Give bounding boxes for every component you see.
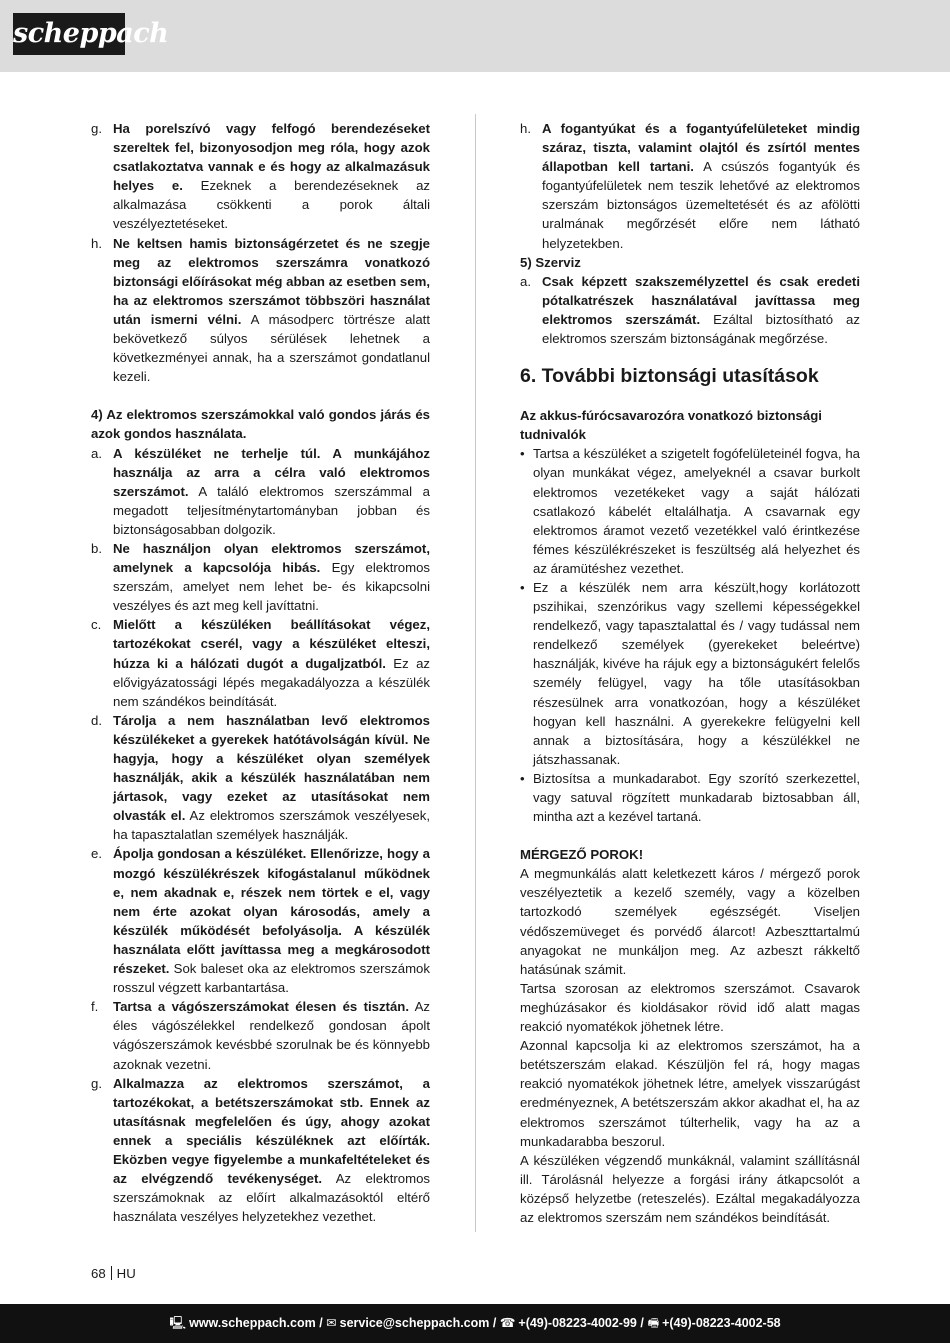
website-link[interactable]: www.scheppach.com <box>189 1316 316 1330</box>
bullet-item: • Ez a készülék nem arra készült,hogy korlátozott pszihikai, szenzórikus vagy szellemi képességekkel rendelkező, vagy tapasztalattal és / vagy tudással nem rendelkező személyek (gyerekeket beleértve) használják, kivéve ha rájuk egy a biztonságukért felelős személy felügyel, vagy ha tőle utasításokban részesülnek arra vonatkozóan, hogy a készüléket hogyan kell használni. A gyerekekre felügyelni kell annak a biztosítására, hogy a készülékkel ne játszhassanak. <box>520 579 860 767</box>
left-column <box>91 119 430 1226</box>
paragraph: A megmunkálás alatt keletkezett káros / mérgező porok veszélyeztetik a kezelő személy, vagy a közelben tartozkodó személyek egészségét. Viseljen védőszemüveget és porvédő álarcot! Azbeszttartalmú anyagokat ne munkáljon meg. Az azbeszt rákkeltő hatásúnak számit. <box>520 866 860 977</box>
right-column <box>520 119 860 1227</box>
phone-icon: ☎ <box>499 1316 516 1330</box>
list-item-b: b. Ne használjon olyan elektromos szerszámot, amelynek a kapcsolója hibás. Egy elektromos szerszám, amelyet nem lehet be- és kikapcsolni veszélyes és azt meg kell javíttatni. <box>91 540 430 614</box>
page-number: 68 HU <box>91 1266 136 1281</box>
section-4-heading: 4) Az elektromos szerszámokkal való gondos járás és azok gondos használata. <box>91 407 430 442</box>
paragraph: Tartsa szorosan az elektromos szerszámot. Csavarok meghúzásakor és kioldásakor rövid idő alatt magas reakció nyomatékok jöhetnek létre. <box>520 980 860 1035</box>
scheppach-logo: scheppach <box>13 13 125 55</box>
email-link[interactable]: service@scheppach.com <box>339 1316 490 1330</box>
column-divider <box>475 114 476 1232</box>
list-item-e: e. Ápolja gondosan a készüléket. Ellenőrizze, hogy a mozgó készülékrészek kifogástalanul működnek e, nem akadnak e, részek nem törtek e el, vagy nem érte azokat olyan károsodás, amely a készülék működését befolyásolja. A készülék használata előtt javíttassa meg a megkárosodott részeket. Sok baleset oka az elektromos szerszámok rosszul végzett karbantartása. <box>91 846 430 996</box>
list-item-a: a. A készüléket ne terhelje túl. A munkájához használja az arra a célra való elektromos szerszámot. A találó elektromos szerszámmal a megadott teljesítménytartományban jobban és biztonságosabban dolgozik. <box>91 445 430 537</box>
bullet-item: • Biztosítsa a munkadarabot. Egy szorító szerkezettel, vagy satuval rögzített munkadarab biztosabban áll, mintha azt a kezével tartaná. <box>520 770 860 825</box>
toxic-dust-heading: MÉRGEZŐ POROK! <box>520 847 644 863</box>
mail-icon: ✉ <box>326 1316 337 1330</box>
list-item-g2: g. Alkalmazza az elektromos szerszámot, a tartozékokat, a betétszerszámokat stb. Ennek az utasításnak megfelelően és úgy, ahogy azokat ennek a speciális készüléknek azt előírták. Eközben vegye figyelembe a munkafeltételeket és az elvégzendő tevékenységet. Az elektromos szerszámoknak az előírt alkalmazásoktól eltérő használata veszélyes helyzetekhez vezethet. <box>91 1075 430 1225</box>
paragraph: A készüléken végzendő munkáknál, valamint szállításnál ill. Tárolásnál helyezze a forgási irány átkapcsolót a középső helyzetbe (reteszelés). Ezáltal megakadályozza az elektromos szerszám nem szándékos beindítását. <box>520 1152 860 1225</box>
list-item-h: h. A fogantyúkat és a fogantyúfelületeket mindig száraz, tiszta, valamint olajtól és zsírtól mentes állapotban kell tartani. A csúszós fogantyúk és fogantyúfelületek nem teszik lehetővé az elektromos szerszám biztonságos üzemeltetését és az afölötti uralmának megőrzését előre nem látható helyzetekben. <box>520 121 860 251</box>
computer-icon: 🖳 <box>169 1316 187 1330</box>
phone-number: +(49)-08223-4002-99 <box>518 1316 637 1330</box>
subheading: Az akkus-fúrócsavarozóra vonatkozó biztonsági tudnivalók <box>520 408 822 443</box>
footer-bar: 🖳 www.scheppach.com / ✉ service@scheppach.com / ☎ +(49)-08223-4002-99 / 🖷 +(49)-08223-4002-58 <box>0 1304 950 1343</box>
list-item-d: d. Tárolja a nem használatban levő elektromos készülékeket a gyerekek hatótávolságán kívül. Ne hagyja, hogy a készüléket olyan személyek használják, akik a készülék használatában nem jártasok, vagy ezeket az utasításokat nem olvasták el. Az elektromos szerszámok veszélyesek, ha tapasztalatlan személyek használják. <box>91 712 431 843</box>
paragraph: Azonnal kapcsolja ki az elektromos szerszámot, ha a betétszerszám elakad. Készüljön fel rá, hogy magas reakció nyomatékok jöhetnek létre, amelyek visszarúgást eredményeznek, A betétszerszám akkor akadhat el, ha az elektromos szerszámot túlterhelik, vagy ha az a munkadarabba beszorul. <box>520 1038 860 1149</box>
section-6-heading: 6. További biztonsági utasítások <box>520 365 819 388</box>
list-item-f: f. Tartsa a vágószerszámokat élesen és tisztán. Az éles vágószélekkel rendelkező gondosan ápolt vágószerszámok kevésbbé szorulnak be és könnyebb azoknak vezetni. <box>91 999 431 1072</box>
list-item-g: g. Ha porelszívó vagy felfogó berendezéseket szereltek fel, bizonyosodjon meg róla, hogy azok csatlakoztatva vannak e és hogy az alkalmazásuk helyes e. Ezeknek a berendezéseknek az alkalmazása csökkenti a porok általi veszélyeztetéseket. <box>91 121 431 232</box>
list-item-c: c. Mielőtt a készüléken beállításokat végez, tartozékokat cserél, vagy a készüléket elteszi, húzza ki a hálózati dugót a dugaljzatból. Ez az elővigyázatossági lépés megakadályozza a készülék nem szándékos beindítását. <box>91 617 430 709</box>
header-bar <box>0 0 950 72</box>
fax-icon: 🖷 <box>647 1316 660 1330</box>
bullet-item: • Tartsa a készüléket a szigetelt fogófelületeinél fogva, ha olyan munkákat végez, amelyeknél a csavar burkolt elektromos vezetékeket vagy a saját hálózati csatlakozó kábelét eltalálhatja. A csavarnak egy elektromos áramot vezető vezetékkel való érintkezése fémes készülékrészeket is feszültség alá helyezhet és az áramütéshez vezethet. <box>520 446 860 576</box>
section-5-heading: 5) Szerviz <box>520 254 581 270</box>
list-item-h: h. Ne keltsen hamis biztonságérzetet és ne szegje meg az elektromos szerszámra vonatkozó biztonsági előírásokat még abban az esetben sem, ha az elektromos szerszámot többszöri használat után ismerni vélni. A másodperc törtrésze alatt bekövetkező súlyos sérülések lehetnek a következményei annak, ha a szerszámot gondatlanul kezeli. <box>91 235 430 385</box>
fax-number: +(49)-08223-4002-58 <box>662 1316 781 1330</box>
list-item-a: a. Csak képzett szakszemélyzettel és csak eredeti pótalkatrészek használatával javíttassa meg elektromos szerszámát. Ezáltal biztosítható az elektromos szerszám biztonságának megőrzése. <box>520 273 860 347</box>
